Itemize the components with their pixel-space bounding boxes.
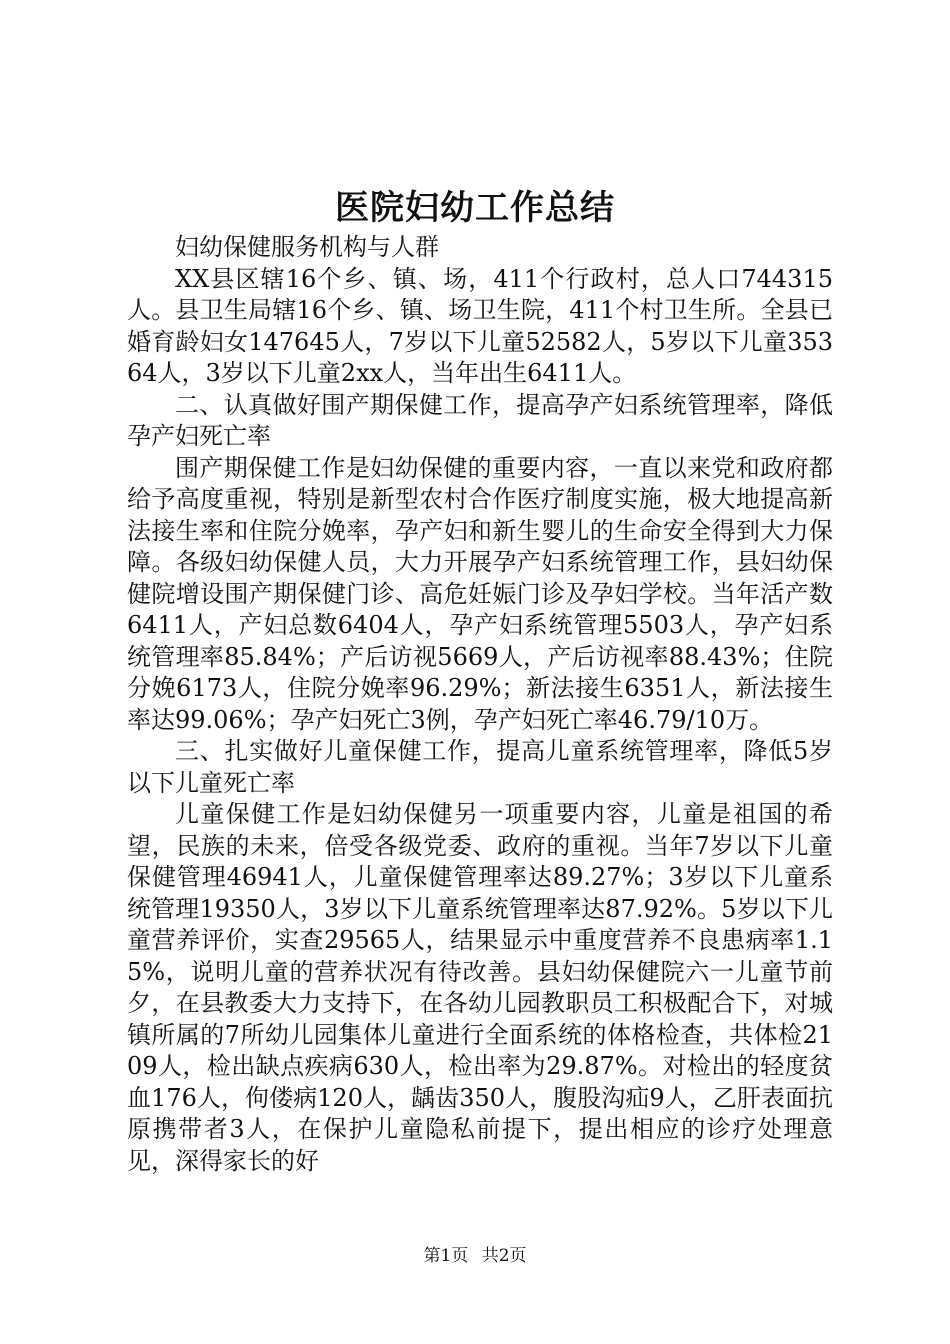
page-total: 共2页: [481, 1246, 527, 1266]
paragraph-perinatal: 围产期保健工作是妇幼保健的重要内容，一直以来党和政府都给予高度重视，特别是新型农村合作医疗制度实施，极大地提高新法接生率和住院分娩率，孕产妇和新生婴儿的生命安全得到大力保障。各级妇幼保健人员，大力开展孕产妇系统管理工作，县妇幼保健院增设围产期保健门诊、高危妊娠门诊及孕妇学校。当年活产数6411人，产妇总数6404人，孕产妇系统管理5503人，孕产妇系统管理率85.84%；产后访视5669人，产后访视率88.43%；住院分娩6173人，住院分娩率96.29%；新法接生6351人，新法接生率达99.06%；孕产妇死亡3例，孕产妇死亡率46.79/10万。: [127, 453, 833, 734]
paragraph-population: XX县区辖16个乡、镇、场，411个行政村，总人口744315人。县卫生局辖16个乡、镇、场卫生院，411个村卫生所。全县已婚育龄妇女147645人，7岁以下儿童52582人，5岁以下儿童35364人，3岁以下儿童2xx人，当年出生6411人。: [127, 264, 833, 387]
paragraph-child-health: 儿童保健工作是妇幼保健另一项重要内容，儿童是祖国的希望，民族的未来，倍受各级党委、政府的重视。当年7岁以下儿童保健管理46941人，儿童保健管理率达89.27%；3岁以下儿童系统管理19350人，3岁以下儿童系统管理率达87.92%。5岁以下儿童营养评价，实查29565人，结果显示中重度营养不良患病率1.15%，说明儿童的营养状况有待改善。县妇幼保健院六一儿童节前夕，在县教委大力支持下，在各幼儿园教职员工积极配合下，对城镇所属的7所幼儿园集体儿童进行全面系统的体格检查，共体检2109人，检出缺点疾病630人，检出率为29.87%。对检出的轻度贫血176人，佝偻病120人，龋齿350人，腹股沟疝9人，乙肝表面抗原携带者3人，在保护儿童隐私前提下，提出相应的诊疗处理意见，深得家长的好: [127, 800, 833, 1175]
document-title: 医院妇幼工作总结: [335, 188, 615, 228]
section-heading-perinatal: 二、认真做好围产期保健工作，提高孕产妇系统管理率，降低孕产妇死亡率: [127, 390, 833, 450]
section-heading-child-health: 三、扎实做好儿童保健工作，提高儿童系统管理率，降低5岁以下儿童死亡率: [127, 737, 833, 797]
section-heading-institutions: 妇幼保健服务机构与人群: [175, 233, 439, 261]
document-body: [127, 232, 833, 1177]
page-number: 第1页: [423, 1246, 469, 1266]
page-footer: [0, 1244, 950, 1268]
